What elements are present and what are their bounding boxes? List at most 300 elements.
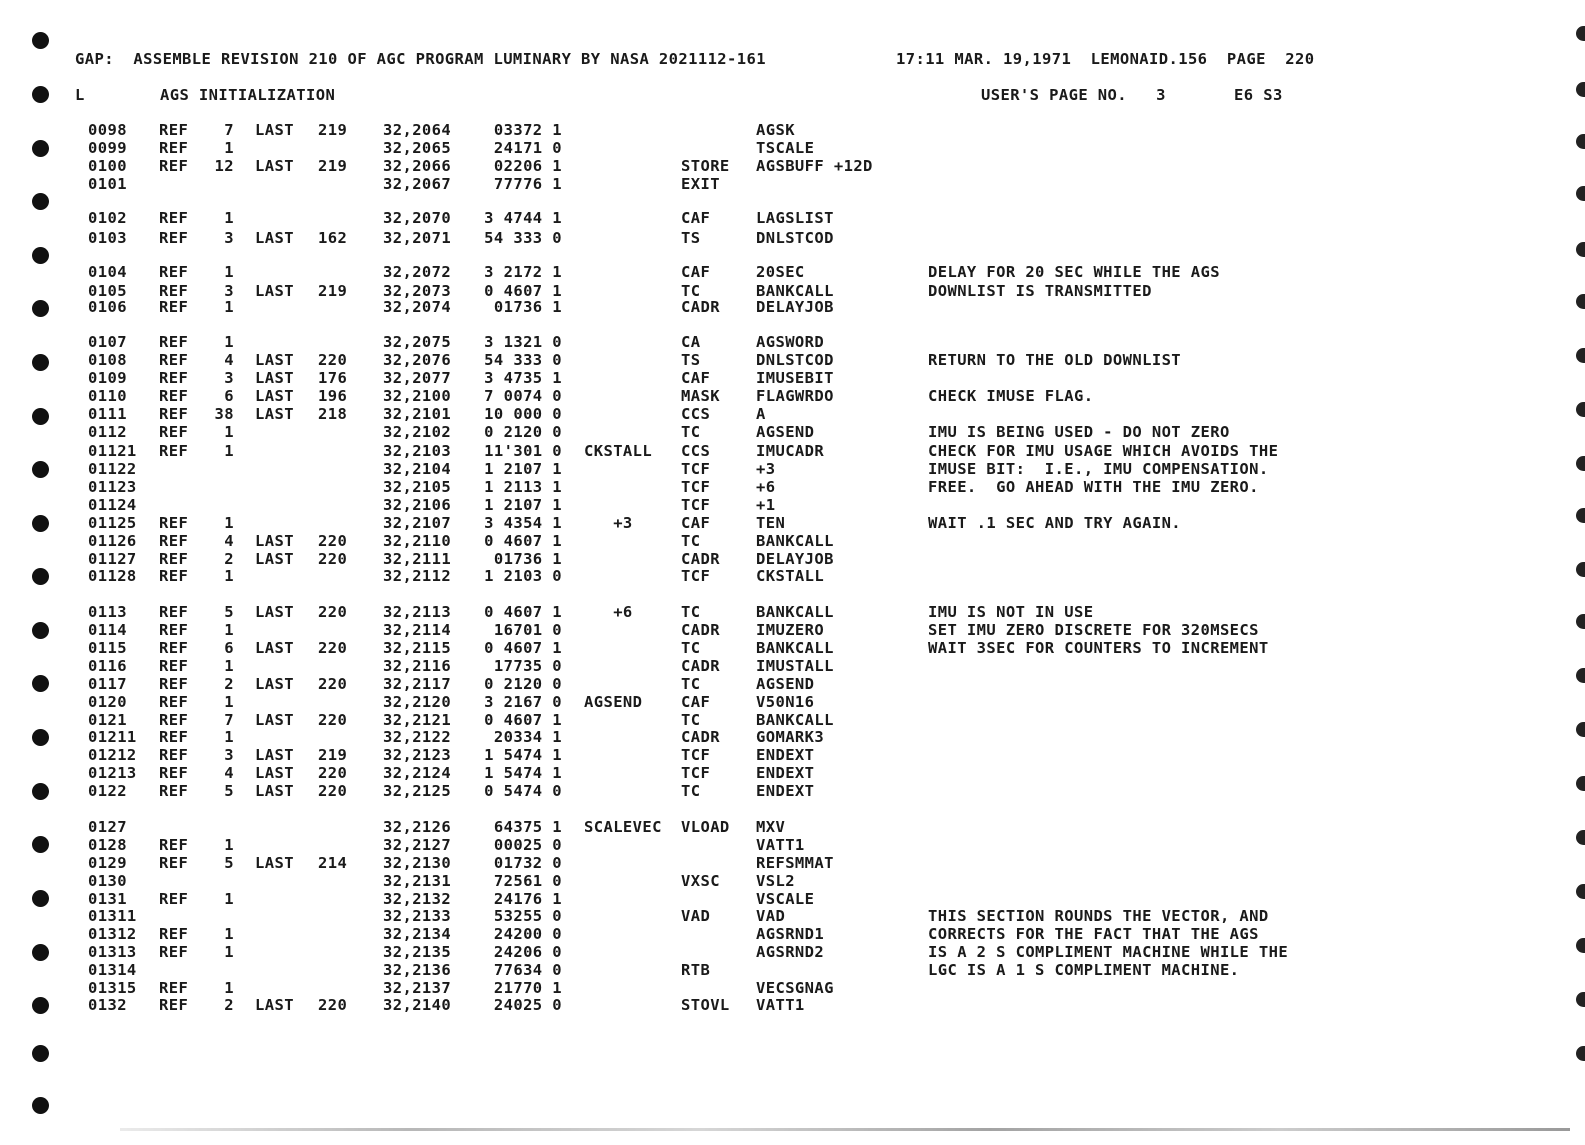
cell-line: 0104: [88, 263, 127, 281]
cell-operand: V50N16: [756, 693, 815, 711]
cell-n: 1: [224, 621, 234, 639]
cell-last: LAST: [255, 675, 294, 693]
cell-op: CADR: [681, 657, 720, 675]
cell-n: 7: [224, 121, 234, 139]
cell-n: 1: [224, 693, 234, 711]
cell-n: 6: [224, 639, 234, 657]
cell-addr: 32,2126: [383, 818, 452, 836]
cell-pg: 220: [318, 764, 348, 782]
cell-op: TC: [681, 532, 701, 550]
cell-ref: REF: [159, 675, 189, 693]
cell-label: CKSTALL: [584, 442, 653, 460]
header-line1-left: GAP: ASSEMBLE REVISION 210 OF AGC PROGRAM LUMINARY BY NASA 2021112-161: [75, 50, 766, 68]
feed-hole: [1576, 992, 1585, 1007]
cell-code: 3 2172 1: [484, 263, 562, 281]
cell-last: LAST: [255, 746, 294, 764]
feed-hole: [1576, 186, 1585, 201]
cell-code: 3 4735 1: [484, 369, 562, 387]
cell-comment: RETURN TO THE OLD DOWNLIST: [928, 351, 1182, 369]
cell-code: 01736 1: [493, 550, 562, 568]
cell-line: 0120: [88, 693, 127, 711]
cell-n: 1: [224, 514, 234, 532]
cell-line: 0109: [88, 369, 127, 387]
cell-pg: 196: [318, 387, 348, 405]
cell-line: 0115: [88, 639, 127, 657]
cell-addr: 32,2113: [383, 603, 452, 621]
cell-addr: 32,2067: [383, 175, 452, 193]
cell-n: 2: [224, 675, 234, 693]
feed-hole: [32, 1045, 49, 1062]
cell-ref: REF: [159, 263, 189, 281]
cell-n: 38: [214, 405, 234, 423]
cell-addr: 32,2114: [383, 621, 452, 639]
feed-hole: [32, 193, 49, 210]
cell-line: 0105: [88, 282, 127, 300]
cell-operand: DNLSTCOD: [756, 229, 834, 247]
feed-hole: [32, 890, 49, 907]
cell-pg: 220: [318, 351, 348, 369]
cell-line: 0113: [88, 603, 127, 621]
cell-line: 0106: [88, 298, 127, 316]
feed-hole: [1576, 614, 1585, 629]
cell-operand: VAD: [756, 907, 786, 925]
cell-pg: 220: [318, 996, 348, 1014]
cell-ref: REF: [159, 351, 189, 369]
cell-code: 24025 0: [493, 996, 562, 1014]
cell-n: 6: [224, 387, 234, 405]
cell-addr: 32,2070: [383, 209, 452, 227]
feed-hole: [32, 729, 49, 746]
cell-op: CADR: [681, 728, 720, 746]
feed-hole: [1576, 26, 1585, 41]
cell-ref: REF: [159, 621, 189, 639]
cell-ref: REF: [159, 764, 189, 782]
cell-line: 01311: [88, 907, 137, 925]
section-title: AGS INITIALIZATION: [160, 86, 336, 104]
cell-addr: 32,2125: [383, 782, 452, 800]
cell-code: 1 2107 1: [484, 496, 562, 514]
cell-addr: 32,2106: [383, 496, 452, 514]
cell-line: 0110: [88, 387, 127, 405]
cell-n: 1: [224, 423, 234, 441]
cell-last: LAST: [255, 387, 294, 405]
cell-op: CADR: [681, 298, 720, 316]
cell-addr: 32,2122: [383, 728, 452, 746]
feed-hole: [32, 622, 49, 639]
cell-last: LAST: [255, 996, 294, 1014]
cell-addr: 32,2066: [383, 157, 452, 175]
feed-hole: [32, 568, 49, 585]
cell-operand: VATT1: [756, 836, 805, 854]
cell-addr: 32,2077: [383, 369, 452, 387]
cell-n: 3: [224, 282, 234, 300]
cell-pg: 219: [318, 282, 348, 300]
cell-code: 02206 1: [493, 157, 562, 175]
cell-operand: BANKCALL: [756, 711, 834, 729]
cell-op: CADR: [681, 621, 720, 639]
header-line1-right: 17:11 MAR. 19,1971 LEMONAID.156 PAGE 220: [896, 50, 1315, 68]
cell-code: 53255 0: [493, 907, 562, 925]
cell-line: 01211: [88, 728, 137, 746]
cell-code: 03372 1: [493, 121, 562, 139]
cell-pg: 218: [318, 405, 348, 423]
cell-op: TC: [681, 675, 701, 693]
cell-op: STOVL: [681, 996, 730, 1014]
cell-line: 0103: [88, 229, 127, 247]
cell-op: EXIT: [681, 175, 720, 193]
cell-line: 01312: [88, 925, 137, 943]
cell-n: 1: [224, 139, 234, 157]
cell-op: TCF: [681, 460, 711, 478]
cell-operand: +3: [756, 460, 776, 478]
feed-hole: [32, 354, 49, 371]
cell-op: MASK: [681, 387, 720, 405]
cell-code: 24206 0: [493, 943, 562, 961]
cell-ref: REF: [159, 639, 189, 657]
cell-op: VAD: [681, 907, 711, 925]
cell-comment: CHECK FOR IMU USAGE WHICH AVOIDS THE: [928, 442, 1279, 460]
cell-code: 3 4354 1: [484, 514, 562, 532]
cell-comment: IMUSE BIT: I.E., IMU COMPENSATION.: [928, 460, 1269, 478]
cell-comment: LGC IS A 1 S COMPLIMENT MACHINE.: [928, 961, 1240, 979]
cell-code: 1 5474 1: [484, 746, 562, 764]
cell-addr: 32,2112: [383, 567, 452, 585]
cell-op: TC: [681, 711, 701, 729]
cell-operand: TEN: [756, 514, 786, 532]
cell-ref: REF: [159, 782, 189, 800]
cell-op: TS: [681, 351, 701, 369]
feed-hole: [32, 515, 49, 532]
cell-code: 11'301 0: [484, 442, 562, 460]
cell-op: CAF: [681, 209, 711, 227]
cell-line: 0098: [88, 121, 127, 139]
cell-addr: 32,2121: [383, 711, 452, 729]
cell-addr: 32,2065: [383, 139, 452, 157]
cell-pg: 219: [318, 746, 348, 764]
cell-addr: 32,2123: [383, 746, 452, 764]
cell-addr: 32,2102: [383, 423, 452, 441]
cell-operand: LAGSLIST: [756, 209, 834, 227]
feed-hole: [1576, 668, 1585, 683]
cell-addr: 32,2073: [383, 282, 452, 300]
feed-hole: [1576, 508, 1585, 523]
feed-hole: [32, 675, 49, 692]
cell-op: CAF: [681, 514, 711, 532]
cell-n: 1: [224, 890, 234, 908]
cell-code: 72561 0: [493, 872, 562, 890]
cell-addr: 32,2116: [383, 657, 452, 675]
cell-line: 0100: [88, 157, 127, 175]
cell-line: 0132: [88, 996, 127, 1014]
cell-ref: REF: [159, 139, 189, 157]
cell-code: 20334 1: [493, 728, 562, 746]
cell-op: TCF: [681, 764, 711, 782]
cell-operand: AGSRND2: [756, 943, 825, 961]
cell-comment: WAIT .1 SEC AND TRY AGAIN.: [928, 514, 1182, 532]
cell-ref: REF: [159, 657, 189, 675]
cell-operand: IMUCADR: [756, 442, 825, 460]
cell-n: 1: [224, 657, 234, 675]
cell-operand: VATT1: [756, 996, 805, 1014]
cell-last: LAST: [255, 282, 294, 300]
cell-n: 7: [224, 711, 234, 729]
cell-n: 1: [224, 567, 234, 585]
cell-n: 3: [224, 229, 234, 247]
cell-ref: REF: [159, 890, 189, 908]
cell-ref: REF: [159, 405, 189, 423]
cell-operand: AGSWORD: [756, 333, 825, 351]
cell-addr: 32,2072: [383, 263, 452, 281]
cell-code: 10 000 0: [484, 405, 562, 423]
cell-operand: VECSGNAG: [756, 979, 834, 997]
cell-last: LAST: [255, 351, 294, 369]
cell-code: 24176 1: [493, 890, 562, 908]
cell-operand: DELAYJOB: [756, 298, 834, 316]
cell-comment: CHECK IMUSE FLAG.: [928, 387, 1094, 405]
cell-n: 12: [214, 157, 234, 175]
cell-ref: REF: [159, 836, 189, 854]
cell-n: 1: [224, 979, 234, 997]
cell-n: 2: [224, 550, 234, 568]
cell-comment: DELAY FOR 20 SEC WHILE THE AGS: [928, 263, 1220, 281]
cell-operand: AGSEND: [756, 675, 815, 693]
cell-line: 0112: [88, 423, 127, 441]
cell-last: LAST: [255, 764, 294, 782]
cell-code: 24200 0: [493, 925, 562, 943]
cell-operand: AGSRND1: [756, 925, 825, 943]
cell-addr: 32,2133: [383, 907, 452, 925]
cell-last: LAST: [255, 854, 294, 872]
cell-operand: VSL2: [756, 872, 795, 890]
cell-line: 01213: [88, 764, 137, 782]
cell-line: 0101: [88, 175, 127, 193]
cell-line: 01128: [88, 567, 137, 585]
cell-ref: REF: [159, 854, 189, 872]
cell-addr: 32,2107: [383, 514, 452, 532]
cell-ref: REF: [159, 387, 189, 405]
cell-op: TC: [681, 603, 701, 621]
cell-ref: REF: [159, 603, 189, 621]
cell-line: 0131: [88, 890, 127, 908]
cell-line: 0130: [88, 872, 127, 890]
cell-ref: REF: [159, 298, 189, 316]
cell-line: 01314: [88, 961, 137, 979]
cell-code: 21770 1: [493, 979, 562, 997]
cell-ref: REF: [159, 229, 189, 247]
cell-operand: BANKCALL: [756, 603, 834, 621]
cell-op: TC: [681, 423, 701, 441]
cell-ref: REF: [159, 943, 189, 961]
cell-ref: REF: [159, 728, 189, 746]
cell-last: LAST: [255, 369, 294, 387]
cell-ref: REF: [159, 209, 189, 227]
cell-operand: BANKCALL: [756, 282, 834, 300]
cell-operand: ENDEXT: [756, 764, 815, 782]
cell-ref: REF: [159, 514, 189, 532]
cell-op: TC: [681, 782, 701, 800]
cell-ref: REF: [159, 333, 189, 351]
cell-addr: 32,2135: [383, 943, 452, 961]
cell-ref: REF: [159, 369, 189, 387]
cell-last: LAST: [255, 782, 294, 800]
cell-operand: AGSBUFF +12D: [756, 157, 873, 175]
cell-line: 01127: [88, 550, 137, 568]
cell-operand: AGSEND: [756, 423, 815, 441]
cell-op: VLOAD: [681, 818, 730, 836]
feed-hole: [32, 1097, 49, 1114]
cell-addr: 32,2111: [383, 550, 452, 568]
cell-operand: DNLSTCOD: [756, 351, 834, 369]
feed-hole: [1576, 402, 1585, 417]
cell-operand: GOMARK3: [756, 728, 825, 746]
cell-pg: 220: [318, 550, 348, 568]
cell-op: CAF: [681, 369, 711, 387]
cell-ref: REF: [159, 282, 189, 300]
cell-line: 01212: [88, 746, 137, 764]
cell-n: 1: [224, 442, 234, 460]
cell-line: 0108: [88, 351, 127, 369]
cell-last: LAST: [255, 229, 294, 247]
cell-last: LAST: [255, 639, 294, 657]
cell-code: 1 2103 0: [484, 567, 562, 585]
cell-line: 0102: [88, 209, 127, 227]
cell-addr: 32,2071: [383, 229, 452, 247]
cell-line: 01313: [88, 943, 137, 961]
cell-op: RTB: [681, 961, 711, 979]
cell-addr: 32,2075: [383, 333, 452, 351]
cell-operand: VSCALE: [756, 890, 815, 908]
cell-code: 1 2113 1: [484, 478, 562, 496]
feed-hole: [32, 408, 49, 425]
cell-pg: 220: [318, 603, 348, 621]
cell-label: +3: [584, 514, 633, 532]
cell-code: 54 333 0: [484, 351, 562, 369]
feed-hole: [32, 32, 49, 49]
cell-n: 4: [224, 764, 234, 782]
cell-addr: 32,2110: [383, 532, 452, 550]
cell-code: 64375 1: [493, 818, 562, 836]
cell-addr: 32,2105: [383, 478, 452, 496]
cell-addr: 32,2120: [383, 693, 452, 711]
cell-addr: 32,2140: [383, 996, 452, 1014]
cell-code: 3 1321 0: [484, 333, 562, 351]
cell-ref: REF: [159, 925, 189, 943]
cell-op: TCF: [681, 478, 711, 496]
feed-hole: [32, 461, 49, 478]
cell-operand: ENDEXT: [756, 782, 815, 800]
cell-line: 0121: [88, 711, 127, 729]
cell-addr: 32,2104: [383, 460, 452, 478]
cell-line: 0127: [88, 818, 127, 836]
cell-ref: REF: [159, 711, 189, 729]
cell-line: 0114: [88, 621, 127, 639]
feed-hole: [1576, 776, 1585, 791]
feed-hole: [32, 836, 49, 853]
cell-ref: REF: [159, 550, 189, 568]
cell-op: CA: [681, 333, 701, 351]
cell-comment: FREE. GO AHEAD WITH THE IMU ZERO.: [928, 478, 1259, 496]
cell-op: TCF: [681, 496, 711, 514]
cell-n: 5: [224, 603, 234, 621]
header-line2-left: L: [75, 86, 85, 104]
cell-comment: IS A 2 S COMPLIMENT MACHINE WHILE THE: [928, 943, 1289, 961]
cell-op: CADR: [681, 550, 720, 568]
cell-code: 24171 0: [493, 139, 562, 157]
feed-hole: [32, 300, 49, 317]
cell-comment: DOWNLIST IS TRANSMITTED: [928, 282, 1152, 300]
cell-code: 1 5474 1: [484, 764, 562, 782]
cell-line: 0099: [88, 139, 127, 157]
cell-operand: IMUZERO: [756, 621, 825, 639]
feed-hole: [1576, 722, 1585, 737]
feed-hole: [1576, 242, 1585, 257]
cell-last: LAST: [255, 532, 294, 550]
cell-n: 1: [224, 333, 234, 351]
cell-code: 0 5474 0: [484, 782, 562, 800]
cell-code: 3 4744 1: [484, 209, 562, 227]
cell-op: CCS: [681, 442, 711, 460]
cell-code: 16701 0: [493, 621, 562, 639]
cell-operand: MXV: [756, 818, 786, 836]
cell-operand: A: [756, 405, 766, 423]
cell-addr: 32,2132: [383, 890, 452, 908]
cell-label: +6: [584, 603, 633, 621]
feed-hole: [32, 140, 49, 157]
cell-line: 01121: [88, 442, 137, 460]
feed-hole: [1576, 82, 1585, 97]
cell-comment: IMU IS NOT IN USE: [928, 603, 1094, 621]
users-page-number: USER'S PAGE NO. 3 E6 S3: [981, 86, 1283, 104]
cell-addr: 32,2101: [383, 405, 452, 423]
cell-ref: REF: [159, 157, 189, 175]
cell-n: 1: [224, 209, 234, 227]
cell-op: VXSC: [681, 872, 720, 890]
cell-operand: TSCALE: [756, 139, 815, 157]
feed-hole: [1576, 134, 1585, 149]
cell-code: 0 4607 1: [484, 639, 562, 657]
cell-op: TC: [681, 282, 701, 300]
cell-code: 3 2167 0: [484, 693, 562, 711]
cell-code: 0 4607 1: [484, 282, 562, 300]
cell-pg: 220: [318, 711, 348, 729]
cell-code: 54 333 0: [484, 229, 562, 247]
cell-operand: IMUSEBIT: [756, 369, 834, 387]
cell-last: LAST: [255, 711, 294, 729]
cell-n: 3: [224, 369, 234, 387]
cell-pg: 176: [318, 369, 348, 387]
cell-addr: 32,2064: [383, 121, 452, 139]
cell-last: LAST: [255, 121, 294, 139]
cell-code: 01736 1: [493, 298, 562, 316]
cell-addr: 32,2130: [383, 854, 452, 872]
cell-addr: 32,2137: [383, 979, 452, 997]
cell-addr: 32,2100: [383, 387, 452, 405]
feed-hole: [1576, 348, 1585, 363]
cell-operand: +1: [756, 496, 776, 514]
cell-code: 1 2107 1: [484, 460, 562, 478]
cell-last: LAST: [255, 405, 294, 423]
cell-operand: BANKCALL: [756, 639, 834, 657]
feed-hole: [1576, 456, 1585, 471]
cell-pg: 220: [318, 639, 348, 657]
cell-code: 01732 0: [493, 854, 562, 872]
feed-hole: [1576, 884, 1585, 899]
cell-op: CAF: [681, 263, 711, 281]
cell-code: 0 2120 0: [484, 675, 562, 693]
cell-pg: 214: [318, 854, 348, 872]
cell-ref: REF: [159, 979, 189, 997]
cell-addr: 32,2134: [383, 925, 452, 943]
